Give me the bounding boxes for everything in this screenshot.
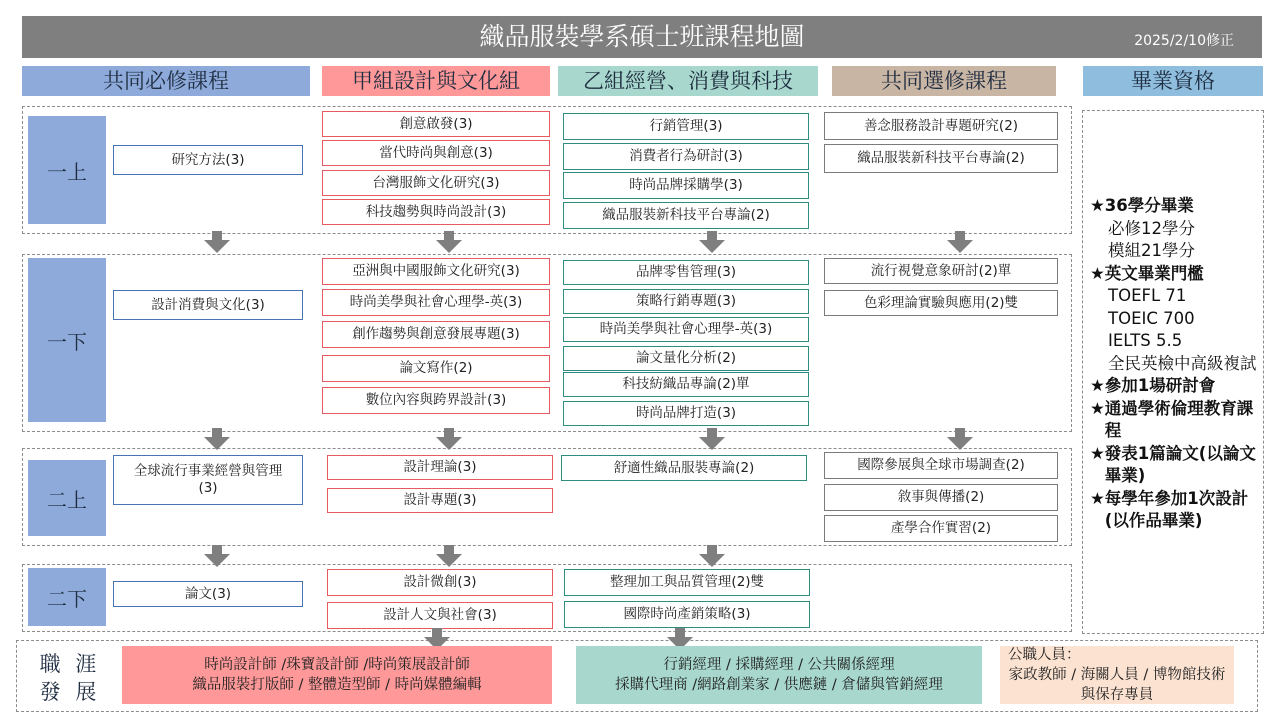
course-box: 設計微創(3) xyxy=(327,569,553,596)
down-arrow-icon xyxy=(436,231,462,253)
requirement-paper: ★ 發表1篇論文(以論文畢業) xyxy=(1090,443,1258,488)
course-box: 數位內容與跨界設計(3) xyxy=(322,387,550,414)
requirement-detail: TOEFL 71 xyxy=(1108,286,1187,305)
requirement-detail: 模組21學分 xyxy=(1108,241,1195,260)
course-box: 善念服務設計專題研究(2) xyxy=(824,112,1058,140)
requirement-design: ★ 每學年參加1次設計(以作品畢業) xyxy=(1090,488,1258,533)
course-box: 織品服裝新科技平台專論(2) xyxy=(563,202,809,229)
course-box: 產學合作實習(2) xyxy=(824,515,1058,542)
semester-label: 二上 xyxy=(28,460,106,536)
requirement-english: ★ 英文畢業門檻 xyxy=(1090,263,1258,286)
course-box: 時尚美學與社會心理學-英(3) xyxy=(563,317,809,342)
star-icon: ★ xyxy=(1090,263,1105,283)
page-title: 織品服裝學系碩士班課程地圖 xyxy=(479,22,805,51)
course-box: 創作趨勢與創意發展專題(3) xyxy=(322,321,550,348)
down-arrow-icon xyxy=(436,545,462,567)
semester-label: 一上 xyxy=(28,116,106,224)
course-box: 時尚美學與社會心理學-英(3) xyxy=(322,289,550,316)
down-arrow-icon xyxy=(204,545,230,567)
course-box: 色彩理論實驗與應用(2)雙 xyxy=(824,290,1058,316)
column-header-graduation: 畢業資格 xyxy=(1083,66,1263,96)
semester-label: 一下 xyxy=(28,258,106,422)
graduation-requirements xyxy=(1090,195,1258,533)
requirement-detail: 全民英檢中高級複試 xyxy=(1108,353,1257,373)
course-box: 台灣服飾文化研究(3) xyxy=(322,170,550,196)
course-box: 設計消費與文化(3) xyxy=(113,290,303,320)
requirement-detail: IELTS 5.5 xyxy=(1108,331,1183,350)
course-box: 全球流行事業經營與管理(3) xyxy=(113,455,303,505)
course-box: 研究方法(3) xyxy=(113,145,303,175)
course-box: 消費者行為研討(3) xyxy=(563,143,809,170)
career-business: 行銷經理 / 採購經理 / 公共關係經理 採購代理商 /網路創業家 / 供應鏈 / 倉儲與管銷經理 xyxy=(576,646,982,704)
course-box: 時尚品牌打造(3) xyxy=(563,401,809,426)
career-design: 時尚設計師 /珠寶設計師 /時尚策展設計師 織品服裝打版師 / 整體造型師 / 時尚媒體編輯 xyxy=(122,646,552,704)
requirement-detail: 必修12學分 xyxy=(1108,218,1195,238)
course-box: 國際參展與全球市場調查(2) xyxy=(824,452,1058,479)
down-arrow-icon xyxy=(436,428,462,450)
course-box: 流行視覺意象研討(2)單 xyxy=(824,258,1058,284)
course-box: 設計人文與社會(3) xyxy=(327,602,553,629)
course-box: 整理加工與品質管理(2)雙 xyxy=(564,569,810,596)
semester-label: 二下 xyxy=(28,568,106,626)
column-header-group-a: 甲組設計與文化組 xyxy=(322,66,550,96)
course-box: 亞洲與中國服飾文化研究(3) xyxy=(322,258,550,285)
star-icon: ★ xyxy=(1090,398,1105,418)
revision-date: 2025/2/10修正 xyxy=(1134,33,1234,49)
course-box: 織品服裝新科技平台專論(2) xyxy=(824,144,1058,173)
course-box: 舒適性織品服裝專論(2) xyxy=(561,455,807,481)
course-box: 國際時尚產銷策略(3) xyxy=(564,601,810,628)
column-header-group-b: 乙組經營、消費與科技 xyxy=(558,66,818,96)
career-label: 職 涯 發 展 xyxy=(39,652,101,704)
course-box: 論文寫作(2) xyxy=(322,355,550,382)
down-arrow-icon xyxy=(699,231,725,253)
course-box: 敘事與傳播(2) xyxy=(824,484,1058,511)
course-box: 設計理論(3) xyxy=(327,455,553,480)
course-box: 設計專題(3) xyxy=(327,488,553,513)
course-box: 時尚品牌採購學(3) xyxy=(563,172,809,199)
course-box: 論文(3) xyxy=(113,581,303,607)
down-arrow-icon xyxy=(947,428,973,450)
requirement-credits: ★ 36學分畢業 xyxy=(1090,195,1258,218)
star-icon: ★ xyxy=(1090,443,1105,463)
star-icon: ★ xyxy=(1090,196,1105,215)
course-box: 創意啟發(3) xyxy=(322,111,550,137)
down-arrow-icon xyxy=(947,231,973,253)
requirement-conference: ★ 參加1場研討會 xyxy=(1090,375,1258,398)
column-header-elective: 共同選修課程 xyxy=(832,66,1056,96)
course-box: 策略行銷專題(3) xyxy=(563,289,809,314)
course-box: 科技趨勢與時尚設計(3) xyxy=(322,199,550,225)
star-icon: ★ xyxy=(1090,376,1105,395)
course-box: 當代時尚與創意(3) xyxy=(322,140,550,166)
down-arrow-icon xyxy=(204,231,230,253)
requirement-detail: TOEIC 700 xyxy=(1108,308,1195,328)
requirement-ethics: ★ 通過學術倫理教育課程 xyxy=(1090,398,1258,443)
column-header-core: 共同必修課程 xyxy=(22,66,310,96)
down-arrow-icon xyxy=(699,545,725,567)
course-box: 論文量化分析(2) xyxy=(563,346,809,371)
down-arrow-icon xyxy=(204,428,230,450)
course-box: 行銷管理(3) xyxy=(563,113,809,140)
course-box: 品牌零售管理(3) xyxy=(563,260,809,285)
career-public: 公職人員： 家政教師 / 海關人員 / 博物館技術與保存專員 xyxy=(1000,646,1234,704)
down-arrow-icon xyxy=(699,428,725,450)
star-icon: ★ xyxy=(1090,488,1105,508)
course-box: 科技紡織品專論(2)單 xyxy=(563,372,809,397)
